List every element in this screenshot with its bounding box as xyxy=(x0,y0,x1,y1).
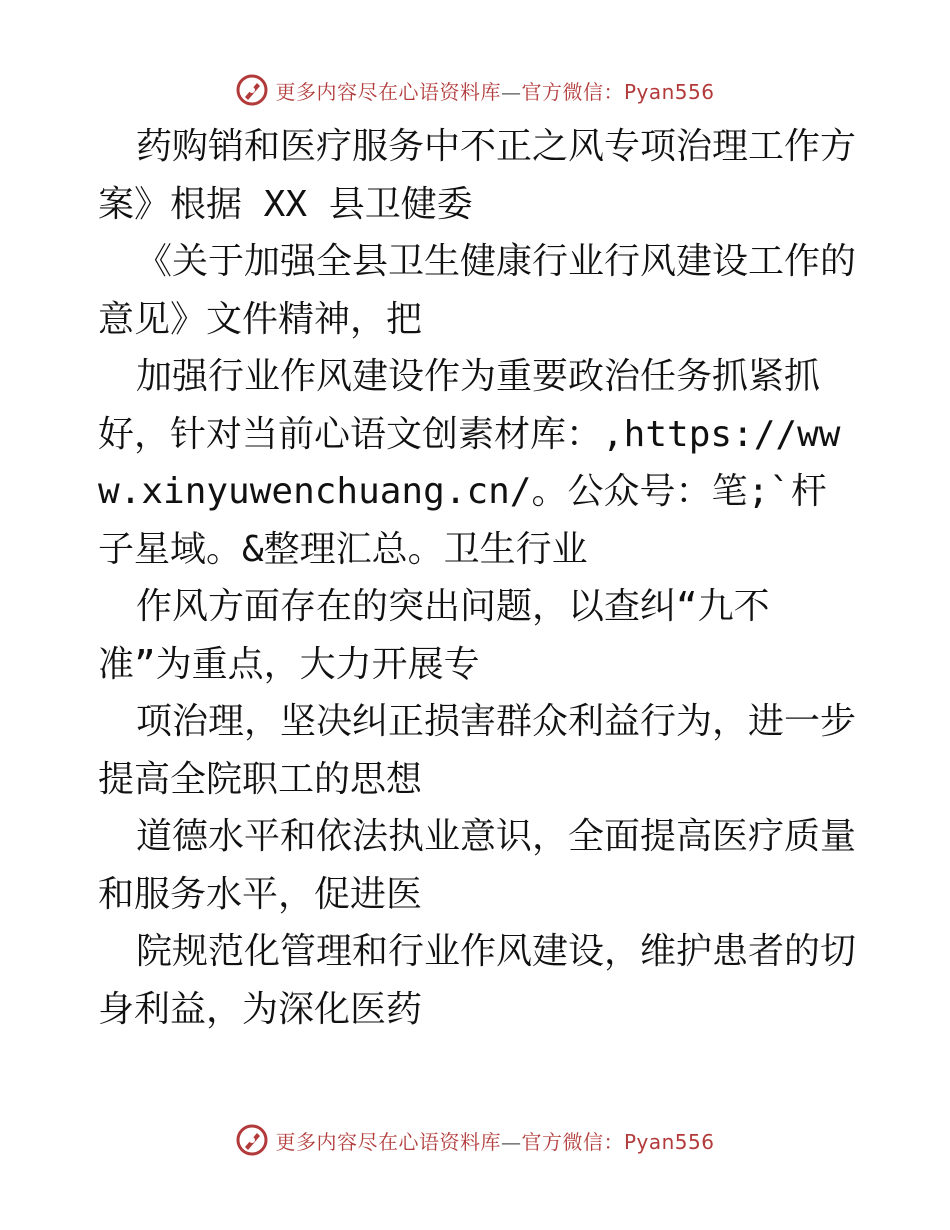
document-body xyxy=(98,118,858,1038)
header-banner-text: 更多内容尽在心语资料库—官方微信：Pyan556 xyxy=(275,79,715,104)
footer-banner-text: 更多内容尽在心语资料库—官方微信：Pyan556 xyxy=(275,1129,715,1154)
paragraph: 作风方面存在的突出问题，以查纠“九不准”为重点，大力开展专 xyxy=(98,586,770,685)
paragraph: 项治理，坚决纠正损害群众利益行为，进一步提高全院职工的思想 xyxy=(98,701,857,800)
paragraph: 院规范化管理和行业作风建设，维护患者的切身利益，为深化医药 xyxy=(98,931,857,1030)
paragraph: 道德水平和依法执业意识，全面提高医疗质量和服务水平，促进医 xyxy=(98,816,857,915)
paragraph: 药购销和医疗服务中不正之风专项治理工作方案》根据 XX 县卫健委 xyxy=(98,126,857,225)
paragraph: 加强行业作风建设作为重要政治任务抓紧抓好，针对当前心语文创素材库：,https://www.xinyuwenchuang.cn/。公众号：笔;`杆子星域。&整理汇总。卫生行业 xyxy=(98,356,841,570)
paragraph: 《关于加强全县卫生健康行业行风建设工作的意见》文件精神，把 xyxy=(98,241,857,340)
pen-logo-icon xyxy=(235,1123,269,1157)
header-banner xyxy=(0,70,950,110)
footer-banner xyxy=(0,1120,950,1160)
pen-logo-icon xyxy=(235,73,269,107)
